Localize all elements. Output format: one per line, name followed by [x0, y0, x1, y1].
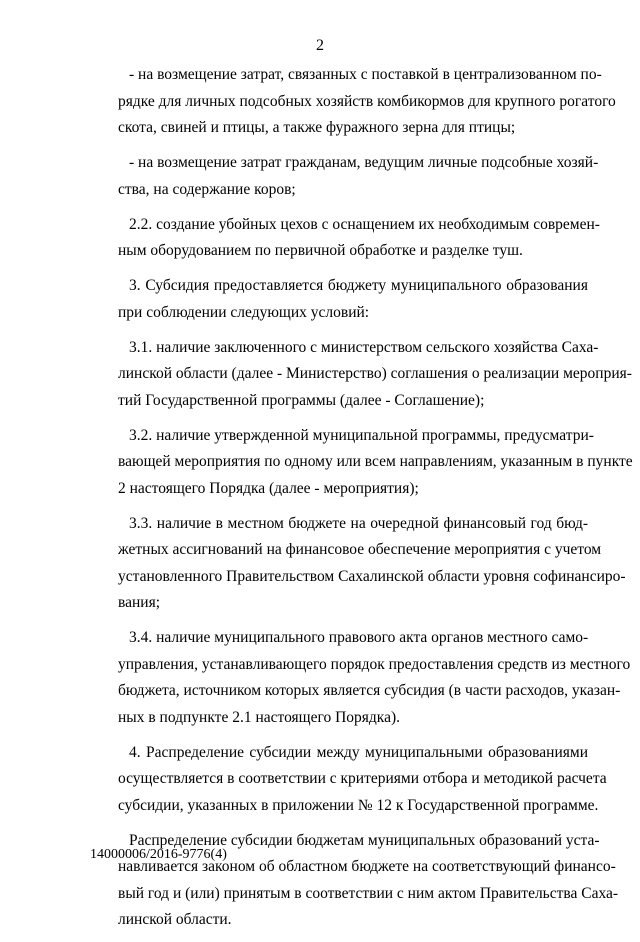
- text-line: жетных ассигнований на финансовое обеспечение мероприятия с учетом: [118, 541, 602, 558]
- text-line: ства, на содержание коров;: [118, 180, 296, 198]
- text-line: Распределение субсидии бюджетам муниципальных образований уста-: [129, 831, 600, 849]
- text-line: при соблюдении следующих условий:: [118, 303, 370, 321]
- text-line: 2 настоящего Порядка (далее - мероприятия);: [118, 479, 419, 497]
- document-body: [118, 62, 633, 942]
- paragraph: [118, 150, 599, 203]
- page-number: 2: [316, 37, 324, 54]
- paragraph: [118, 511, 626, 617]
- paragraph: [118, 625, 631, 731]
- text-line: 3. Субсидия предоставляется бюджету муниципального образования: [129, 277, 588, 294]
- text-line: вания;: [118, 594, 161, 611]
- paragraph: [118, 828, 619, 934]
- text-line: линской области.: [118, 911, 232, 928]
- text-line: субсидии, указанных в приложении № 12 к Государственной программе.: [118, 796, 599, 814]
- text-line: 2.2. создание убойных цехов с оснащением их необходимым современ-: [129, 215, 600, 233]
- text-line: осуществляется в соответствии с критериями отбора и методикой расчета: [118, 770, 607, 787]
- text-line: - на возмещение затрат, связанных с поставкой в централизованном по-: [129, 66, 602, 83]
- text-line: тий Государственной программы (далее - Соглашение);: [118, 391, 485, 409]
- paragraph: [118, 423, 633, 503]
- paragraph: [118, 740, 607, 820]
- text-line: бюджета, источником которых является субсидия (в части расходов, указан-: [118, 682, 621, 699]
- text-line: 4. Распределение субсидии между муниципальными образованиями: [129, 743, 588, 761]
- text-line: - на возмещение затрат гражданам, ведущим личные подсобные хозяй-: [129, 154, 599, 171]
- text-line: навливается законом об областном бюджете на соответствующий финансо-: [118, 858, 616, 875]
- paragraph: [118, 273, 588, 326]
- paragraph: [118, 212, 600, 265]
- text-line: вающей мероприятия по одному или всем направлениям, указанным в пункте: [118, 453, 633, 470]
- text-line: ных в подпункте 2.1 настоящего Порядка).: [118, 708, 400, 726]
- text-line: линской области (далее - Министерство) соглашения о реализации мероприя-: [118, 365, 632, 382]
- text-line: 3.1. наличие заключенного с министерством сельского хозяйства Саха-: [129, 338, 599, 356]
- text-line: 3.2. наличие утвержденной муниципальной программы, предусматри-: [129, 426, 594, 444]
- text-line: 3.3. наличие в местном бюджете на очередной финансовый год бюд-: [129, 514, 588, 532]
- text-line: вый год и (или) принятым в соответствии с ним актом Правительства Саха-: [118, 884, 619, 902]
- paragraph: [118, 62, 616, 142]
- text-line: скота, свиней и птицы, а также фуражного зерна для птицы;: [118, 119, 516, 136]
- text-line: рядке для личных подсобных хозяйств комбикормов для крупного рогатого: [118, 92, 616, 110]
- text-line: 3.4. наличие муниципального правового акта органов местного само-: [129, 629, 589, 646]
- paragraph: [118, 335, 632, 415]
- text-line: управления, устанавливающего порядок предоставления средств из местного: [118, 655, 631, 673]
- text-line: установленного Правительством Сахалинской области уровня софинансиро-: [118, 567, 626, 585]
- document-code: 14000006/2016-9776(4): [90, 847, 227, 862]
- text-line: ным оборудованием по первичной обработке и разделке туш.: [118, 242, 523, 259]
